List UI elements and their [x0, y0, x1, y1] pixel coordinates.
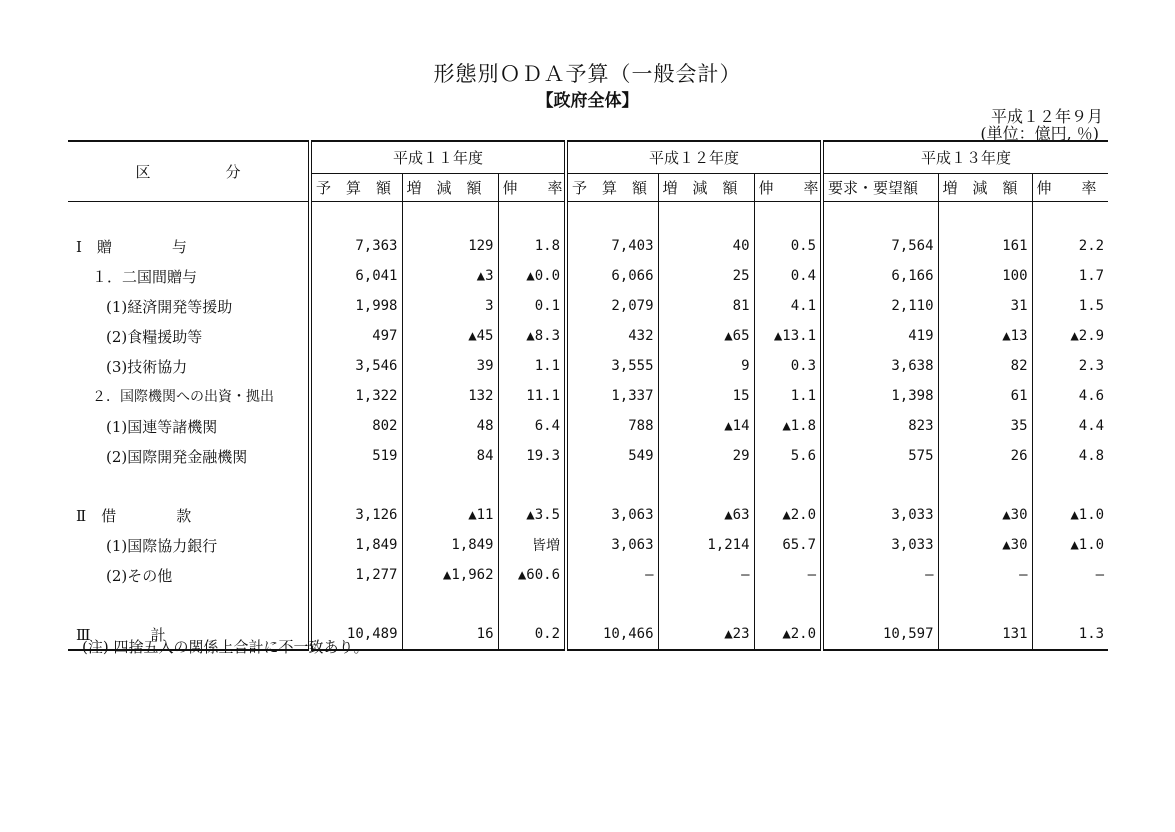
table-cell: 61 [938, 381, 1032, 411]
table-row [68, 560, 1108, 590]
table-cell: 39 [402, 351, 498, 381]
table-cell: ▲11 [402, 500, 498, 530]
table-cell: 129 [402, 231, 498, 261]
table-cell: ▲23 [658, 619, 754, 650]
table-cell: 81 [658, 291, 754, 321]
table-cell: 1,398 [822, 381, 938, 411]
subheader-rate: 伸 率 [754, 174, 822, 202]
row-label: (1)経済開発等援助 [106, 297, 233, 316]
table-cell: 15 [658, 381, 754, 411]
table-cell: 3,546 [310, 351, 402, 381]
subheader-request: 要求・要望額 [822, 174, 938, 202]
table-cell: 31 [938, 291, 1032, 321]
row-label: Ⅱ 借 款 [76, 506, 192, 525]
table-cell: 823 [822, 411, 938, 441]
table-cell: 100 [938, 261, 1032, 291]
table-cell: 0.2 [498, 619, 566, 650]
table-cell: — [754, 560, 822, 590]
table-cell: 3,126 [310, 500, 402, 530]
table-cell: 802 [310, 411, 402, 441]
table-row [68, 261, 1108, 291]
table-cell: ▲60.6 [498, 560, 566, 590]
table-cell: 3,033 [822, 500, 938, 530]
table-cell: 131 [938, 619, 1032, 650]
subheader-rate: 伸 率 [1032, 174, 1108, 202]
year-header-h13: 平成１３年度 [822, 141, 1108, 174]
table-cell: 35 [938, 411, 1032, 441]
row-label: (2)国際開発金融機関 [106, 447, 248, 466]
table-cell: 1,277 [310, 560, 402, 590]
year-header-h11: 平成１１年度 [310, 141, 566, 174]
table-cell: ▲13.1 [754, 321, 822, 351]
table-cell: 10,489 [310, 619, 402, 650]
page-subtitle: 【政府全体】 [536, 91, 639, 111]
table-cell: 7,403 [566, 231, 658, 261]
row-label: (3)技術協力 [106, 357, 188, 376]
page-title: 形態別ＯＤＡ予算（一般会計） [433, 62, 742, 86]
table-cell: 2,079 [566, 291, 658, 321]
table-cell: 788 [566, 411, 658, 441]
table-cell: 6,066 [566, 261, 658, 291]
table-cell: — [822, 560, 938, 590]
table-row [68, 441, 1108, 471]
table-cell: ▲2.9 [1032, 321, 1108, 351]
row-label: １．二国間贈与 [92, 267, 198, 286]
table-cell: 3,033 [822, 530, 938, 560]
table-cell: 519 [310, 441, 402, 471]
table-cell: ▲1.0 [1032, 530, 1108, 560]
subheader-change: 増 減 額 [402, 174, 498, 202]
table-cell: ▲0.0 [498, 261, 566, 291]
table-cell: 419 [822, 321, 938, 351]
year-header-h12: 平成１２年度 [566, 141, 822, 174]
date-label: 平成１２年９月 [990, 107, 1103, 126]
table-cell: 3,555 [566, 351, 658, 381]
table-cell: 497 [310, 321, 402, 351]
table-cell: ▲30 [938, 500, 1032, 530]
table-cell: ▲1.0 [1032, 500, 1108, 530]
table-cell: 48 [402, 411, 498, 441]
table-cell: 3,063 [566, 500, 658, 530]
table-cell: 26 [938, 441, 1032, 471]
table-cell: 575 [822, 441, 938, 471]
row-label: (1)国連等諸機関 [106, 417, 218, 436]
table-cell: 1.3 [1032, 619, 1108, 650]
table-cell: 1.5 [1032, 291, 1108, 321]
table-row [68, 411, 1108, 441]
row-label: Ⅰ 贈 与 [76, 237, 187, 256]
table-cell: 11.1 [498, 381, 566, 411]
row-label: (2)食糧援助等 [106, 327, 203, 346]
table-cell: ▲3 [402, 261, 498, 291]
table-cell: 2.3 [1032, 351, 1108, 381]
table-cell: 1,849 [310, 530, 402, 560]
table-row [68, 381, 1108, 411]
table-cell: ▲45 [402, 321, 498, 351]
table-cell: 1.7 [1032, 261, 1108, 291]
table-cell: 1,214 [658, 530, 754, 560]
table-cell: 3,063 [566, 530, 658, 560]
footnote: (注) 四捨五入の関係上合計に不一致あり。 [82, 638, 369, 656]
table-cell: ▲30 [938, 530, 1032, 560]
table-cell: 29 [658, 441, 754, 471]
table-cell: 1,322 [310, 381, 402, 411]
table-row [68, 291, 1108, 321]
table-cell: 4.1 [754, 291, 822, 321]
table-cell: 6.4 [498, 411, 566, 441]
table-row [68, 351, 1108, 381]
table-cell: 1.1 [498, 351, 566, 381]
subheader-budget: 予 算 額 [566, 174, 658, 202]
table-cell: 4.6 [1032, 381, 1108, 411]
table-row [68, 530, 1108, 560]
table-cell: 0.4 [754, 261, 822, 291]
table-cell: — [658, 560, 754, 590]
row-label: (2)その他 [106, 566, 173, 585]
table-cell: 1.1 [754, 381, 822, 411]
row-label: Ⅲ 計 [68, 619, 310, 650]
table-cell: 1,998 [310, 291, 402, 321]
table-cell: 3,638 [822, 351, 938, 381]
table-cell: ▲14 [658, 411, 754, 441]
table-cell: 4.8 [1032, 441, 1108, 471]
subheader-change: 増 減 額 [658, 174, 754, 202]
table-row [68, 321, 1108, 351]
table-cell: 7,564 [822, 231, 938, 261]
subheader-change: 増 減 額 [938, 174, 1032, 202]
table-cell: 0.5 [754, 231, 822, 261]
table-cell: ▲65 [658, 321, 754, 351]
row-label: ２．国際機関への出資・拠出 [92, 389, 274, 405]
table-cell: 132 [402, 381, 498, 411]
table-cell: — [566, 560, 658, 590]
table-cell: 1,849 [402, 530, 498, 560]
table-cell: 432 [566, 321, 658, 351]
table-cell: 6,166 [822, 261, 938, 291]
table-cell: 6,041 [310, 261, 402, 291]
table-cell: 40 [658, 231, 754, 261]
subheader-budget: 予 算 額 [310, 174, 402, 202]
table-cell: 4.4 [1032, 411, 1108, 441]
table-cell: ▲1,962 [402, 560, 498, 590]
table-cell: 161 [938, 231, 1032, 261]
table-cell: ▲13 [938, 321, 1032, 351]
table-cell: 皆増 [498, 530, 566, 560]
spacer-row [68, 590, 1108, 619]
table-cell: ▲3.5 [498, 500, 566, 530]
table-cell: ▲1.8 [754, 411, 822, 441]
table-cell: ▲63 [658, 500, 754, 530]
table-cell: 3 [402, 291, 498, 321]
table-cell: ▲8.3 [498, 321, 566, 351]
table-row [68, 231, 1108, 261]
table-cell: 9 [658, 351, 754, 381]
unit-label: (単位：億円, ％) [980, 124, 1099, 143]
table-cell: 0.3 [754, 351, 822, 381]
table-cell: 2.2 [1032, 231, 1108, 261]
table-row [68, 500, 1108, 530]
table-cell: 16 [402, 619, 498, 650]
subheader-rate: 伸 率 [498, 174, 566, 202]
table-cell: 82 [938, 351, 1032, 381]
table-cell: 84 [402, 441, 498, 471]
table-cell: ▲2.0 [754, 619, 822, 650]
table-cell: 1.8 [498, 231, 566, 261]
table-cell: 65.7 [754, 530, 822, 560]
category-header: 区 分 [68, 141, 310, 202]
table-cell: 5.6 [754, 441, 822, 471]
table-cell: — [1032, 560, 1108, 590]
table-cell: — [938, 560, 1032, 590]
table-cell: 549 [566, 441, 658, 471]
table-cell: 19.3 [498, 441, 566, 471]
table-cell: 10,597 [822, 619, 938, 650]
table-cell: ▲2.0 [754, 500, 822, 530]
table-cell: 0.1 [498, 291, 566, 321]
spacer-row [68, 471, 1108, 500]
budget-table [68, 140, 1108, 651]
table-cell: 25 [658, 261, 754, 291]
table-cell: 1,337 [566, 381, 658, 411]
row-label: (1)国際協力銀行 [106, 536, 218, 555]
table-cell: 7,363 [310, 231, 402, 261]
table-cell: 10,466 [566, 619, 658, 650]
table-cell: 2,110 [822, 291, 938, 321]
